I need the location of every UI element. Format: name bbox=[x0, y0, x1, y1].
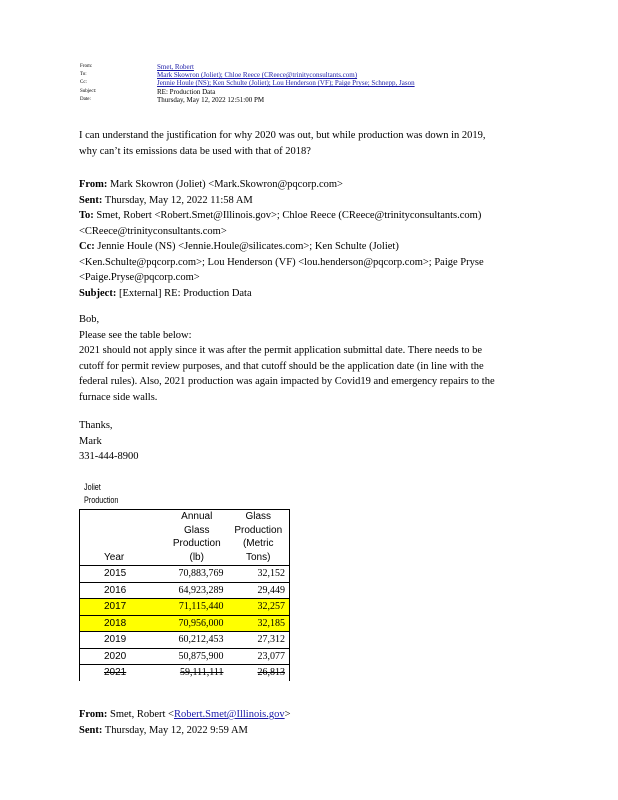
quoted-header-2 bbox=[79, 707, 291, 738]
quoted-cc-label: Cc: bbox=[79, 241, 95, 252]
cell-lb: 70,956,000 bbox=[166, 615, 227, 632]
header-to-label: To: bbox=[80, 72, 87, 78]
header-to-value[interactable]: Mark Skowron (Joliet); Chloe Reece (CReece@trinityconsultants.com) bbox=[157, 71, 358, 80]
cell-lb: 60,212,453 bbox=[166, 632, 227, 649]
cell-tons: 27,312 bbox=[227, 632, 289, 649]
cell-year: 2018 bbox=[80, 615, 167, 632]
email-header bbox=[80, 63, 415, 104]
table-row-highlighted bbox=[80, 599, 290, 616]
quoted2-from-suffix: > bbox=[284, 709, 291, 720]
quoted-from-value: Mark Skowron (Joliet) <Mark.Skowron@pqcorp.com> bbox=[107, 179, 343, 190]
quoted2-email-link[interactable]: Robert.Smet@Illinois.gov bbox=[173, 709, 285, 720]
reply-text bbox=[79, 128, 486, 159]
table-header-row bbox=[80, 510, 290, 566]
body-line-3: cutoff for permit review purposes, and that cutoff should be the application date (in line with the bbox=[79, 360, 484, 372]
cell-lb: 59,111,111 bbox=[166, 665, 227, 681]
header-subject-label: Subject: bbox=[80, 88, 97, 94]
cell-tons: 29,449 bbox=[227, 582, 289, 599]
message-body bbox=[79, 312, 495, 405]
quoted2-sent-value: Thursday, May 12, 2022 9:59 AM bbox=[102, 724, 248, 736]
quoted-cc-line-1: Jennie Houle (NS) <Jennie.Houle@silicates.com>; Ken Schulte (Joliet) bbox=[94, 241, 399, 252]
signature bbox=[79, 418, 139, 465]
cell-lb: 50,875,900 bbox=[166, 648, 227, 665]
quoted2-sent-label: Sent: bbox=[79, 724, 103, 736]
body-line-1: Please see the table below: bbox=[79, 329, 192, 341]
header-cc-label: Cc: bbox=[80, 80, 87, 86]
quoted-header-1 bbox=[79, 177, 484, 301]
quoted2-from-label: From: bbox=[79, 709, 108, 720]
header-date-label: Date: bbox=[80, 96, 91, 102]
caption-line-1: Joliet bbox=[84, 482, 101, 492]
quoted-sent-value: Thursday, May 12, 2022 11:58 AM bbox=[102, 194, 253, 206]
cell-year: 2021 bbox=[80, 665, 167, 681]
body-line-2: 2021 should not apply since it was after the permit application submittal date. There needs to be bbox=[79, 345, 483, 356]
cell-year: 2015 bbox=[80, 566, 167, 583]
reply-line-1: I can understand the justification for why 2020 was out, but while production was down in 2019, bbox=[79, 130, 486, 141]
quoted-cc-line-3: <Paige.Pryse@pqcorp.com> bbox=[79, 272, 200, 283]
signature-phone: 331-444-8900 bbox=[79, 451, 139, 462]
col-header-annual: Annual Glass Production (lb) bbox=[172, 511, 221, 563]
table-row bbox=[80, 566, 290, 583]
production-table bbox=[79, 509, 290, 681]
caption-line-2: Production bbox=[84, 495, 119, 505]
cell-year: 2016 bbox=[80, 582, 167, 599]
cell-year: 2020 bbox=[80, 648, 167, 665]
cell-lb: 64,923,289 bbox=[166, 582, 227, 599]
table-row-highlighted bbox=[80, 615, 290, 632]
reply-line-2: why can’t its emissions data be used with that of 2018? bbox=[79, 145, 311, 157]
header-from-label: From: bbox=[80, 64, 93, 69]
signature-thanks: Thanks, bbox=[79, 420, 113, 431]
quoted2-from-prefix: Smet, Robert < bbox=[107, 709, 174, 720]
quoted-to-line-1: Smet, Robert <Robert.Smet@Illinois.gov>; Chloe Reece (CReece@trinityconsultants.com) bbox=[93, 210, 482, 221]
table-caption bbox=[84, 481, 118, 507]
quoted-cc-line-2: <Ken.Schulte@pqcorp.com>; Lou Henderson (VF) <lou.henderson@pqcorp.com>; Paige Pryse bbox=[79, 256, 484, 268]
cell-year: 2017 bbox=[80, 599, 167, 616]
header-date-value: Thursday, May 12, 2022 12:51:00 PM bbox=[157, 95, 265, 104]
header-cc-value[interactable]: Jennie Houle (NS); Ken Schulte (Joliet); Lou Henderson (VF); Paige Pryse; Schnepp, Jason bbox=[157, 79, 415, 88]
body-line-5: furnace side walls. bbox=[79, 391, 158, 403]
quoted-to-line-2: <CReece@trinityconsultants.com> bbox=[79, 225, 227, 237]
table-row bbox=[80, 582, 290, 599]
quoted-sent-label: Sent: bbox=[79, 194, 103, 206]
col-header-metric: Glass Production (Metric Tons) bbox=[234, 511, 283, 563]
cell-tons: 32,152 bbox=[227, 566, 289, 583]
cell-lb: 71,115,440 bbox=[166, 599, 227, 616]
body-line-4: federal rules). Also, 2021 production was again impacted by Covid19 and emergency repairs to the bbox=[79, 376, 495, 387]
header-from-value[interactable]: Smet, Robert bbox=[157, 63, 194, 71]
quoted-from-label: From: bbox=[79, 179, 108, 190]
quoted-to-label: To: bbox=[79, 210, 94, 221]
cell-tons: 23,077 bbox=[227, 648, 289, 665]
cell-tons: 26,813 bbox=[227, 665, 289, 681]
table-row bbox=[80, 648, 290, 665]
quoted-subject-label: Subject: bbox=[79, 287, 117, 299]
table-row-struck bbox=[80, 665, 290, 681]
body-greeting: Bob, bbox=[79, 314, 100, 325]
quoted-subject-value: [External] RE: Production Data bbox=[116, 287, 252, 299]
cell-lb: 70,883,769 bbox=[166, 566, 227, 583]
cell-tons: 32,185 bbox=[227, 615, 289, 632]
col-header-year: Year bbox=[104, 551, 125, 563]
signature-name: Mark bbox=[79, 435, 102, 447]
cell-tons: 32,257 bbox=[227, 599, 289, 616]
cell-year: 2019 bbox=[80, 632, 167, 649]
table-row bbox=[80, 632, 290, 649]
header-subject-value: RE: Production Data bbox=[157, 87, 216, 96]
